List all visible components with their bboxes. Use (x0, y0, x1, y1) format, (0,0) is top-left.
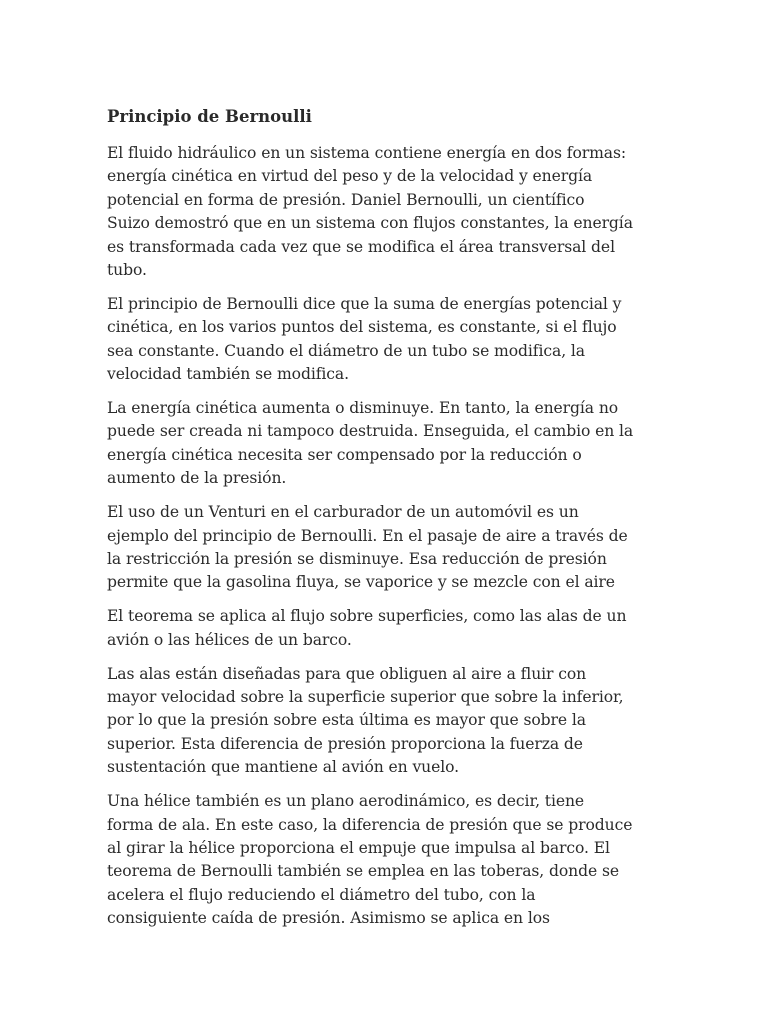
paragraph-6: Las alas están diseñadas para que obliguen al aire a fluir con mayor velocidad sobre la superficie superior que sobre la inferior, por lo que la presión sobre esta última es mayor que sobre la superior. Esta diferencia de presión proporciona la fuerza de sustentación que mantiene al avión en vuelo. (107, 664, 624, 777)
paragraph-1: El fluido hidráulico en un sistema contiene energía en dos formas: energía cinética en virtud del peso y de la velocidad y energía potencial en forma de presión. Daniel Bernoulli, un científico Suizo demostró que en un sistema con flujos constantes, la energía es transformada cada vez que se modifica el área transversal del tubo. (107, 144, 633, 280)
paragraph-3: La energía cinética aumenta o disminuye. En tanto, la energía no puede ser creada ni tampoco destruida. Enseguida, el cambio en la energía cinética necesita ser compensado por la reducción o aumento de la presión. (107, 399, 634, 488)
paragraph-2: El principio de Bernoulli dice que la suma de energías potencial y cinética, en los varios puntos del sistema, es constante, si el flujo sea constante. Cuando el diámetro de un tubo se modifica, la velocidad también se modifica. (107, 294, 622, 384)
paragraph-7: Una hélice también es un plano aerodinámico, es decir, tiene forma de ala. En este caso, la diferencia de presión que se produce al girar la hélice proporciona el empuje que impulsa al barco. El teorema de Bernoulli también se emplea en las toberas, donde se acelera el flujo reduciendo el diámetro del tubo, con la consiguiente caída de presión. Asimismo se aplica en los (107, 792, 633, 928)
document-page (107, 104, 667, 941)
paragraph-4: El uso de un Venturi en el carburador de un automóvil es un ejemplo del principio de Bernoulli. En el pasaje de aire a través de la restricción la presión se disminuye. Esa reducción de presión permite que la gasolina fluya, se vaporice y se mezcle con el aire (107, 503, 628, 592)
paragraph-5: El teorema se aplica al flujo sobre superficies, como las alas de un avión o las hélices de un barco. (107, 607, 627, 649)
document-title: Principio de Bernoulli (107, 107, 312, 126)
